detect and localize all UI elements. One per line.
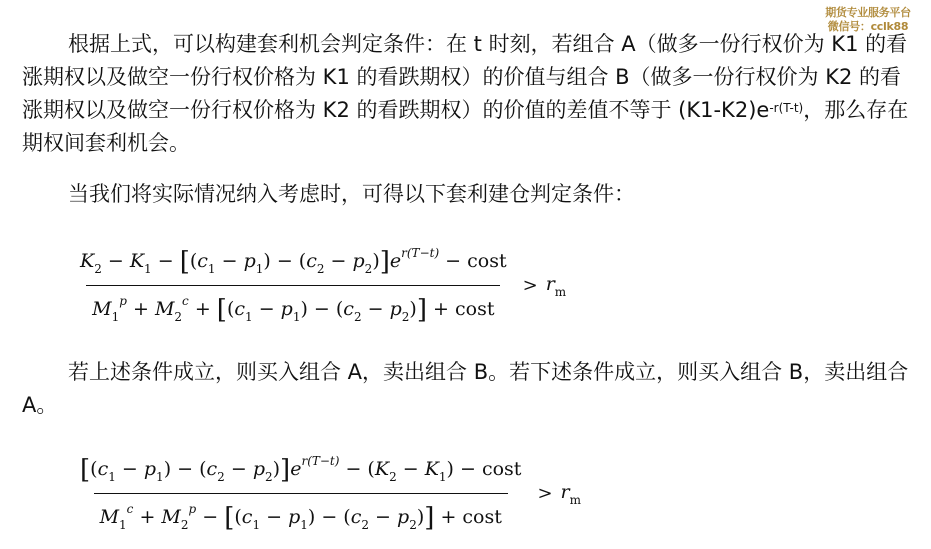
- para1-exponent: -r(T-t): [769, 101, 804, 115]
- numerator-1: $K_2 - K_1 - [(c_1 - p_1) - (c_2 - p_2)]e^{r(T-t)} - \cos t$: [80, 246, 507, 277]
- fraction-1: [74, 244, 513, 327]
- greater-than: >: [522, 275, 538, 296]
- paragraph-practical-condition: 当我们将实际情况纳入考虑时，可得以下套利建仓判定条件：: [68, 182, 635, 206]
- rm-symbol: $r_m$: [560, 480, 582, 507]
- fraction-2: [74, 452, 527, 535]
- denominator-1: $M_1^p + M_2^c + [(c_1 - p_1) - (c_2 - p_2)] + \cos t$: [86, 285, 500, 327]
- paragraph-trade-rule: 若上述条件成立，则买入组合 A，卖出组合 B。若下述条件成立，则买入组合 B，卖出组合 A。: [22, 360, 909, 417]
- formula-buy-b: [74, 452, 581, 535]
- greater-than: >: [537, 483, 553, 504]
- watermark-line2: 微信号：cclk88: [827, 20, 909, 33]
- formula-buy-a: [74, 244, 566, 327]
- paragraph-arbitrage-condition: [22, 28, 917, 160]
- rm-symbol: $r_m$: [545, 272, 567, 299]
- para1-text-end: ，那么存在期权间套利机会。: [22, 98, 909, 155]
- numerator-2: $[(c_1 - p_1) - (c_2 - p_2)]e^{r(T-t)} - (K_2 - K_1) - \cos t$: [80, 454, 522, 485]
- watermark-line1: 期货专业服务平台: [825, 6, 911, 19]
- denominator-2: $M_1^c + M_2^p - [(c_1 - p_1) - (c_2 - p_2)] + \cos t$: [94, 493, 508, 535]
- para1-text: 根据上式，可以构建套利机会判定条件：在 t 时刻，若组合 A（做多一份行权价为 K1 的看涨期权以及做空一份行权价格为 K1 的看跌期权）的价值与组合 B（做多一份行权价为 K2 的看涨期权以及做空一份行权价格为 K2 的看跌期权）的价值的差值不等于 (K1-K2)e: [22, 32, 908, 122]
